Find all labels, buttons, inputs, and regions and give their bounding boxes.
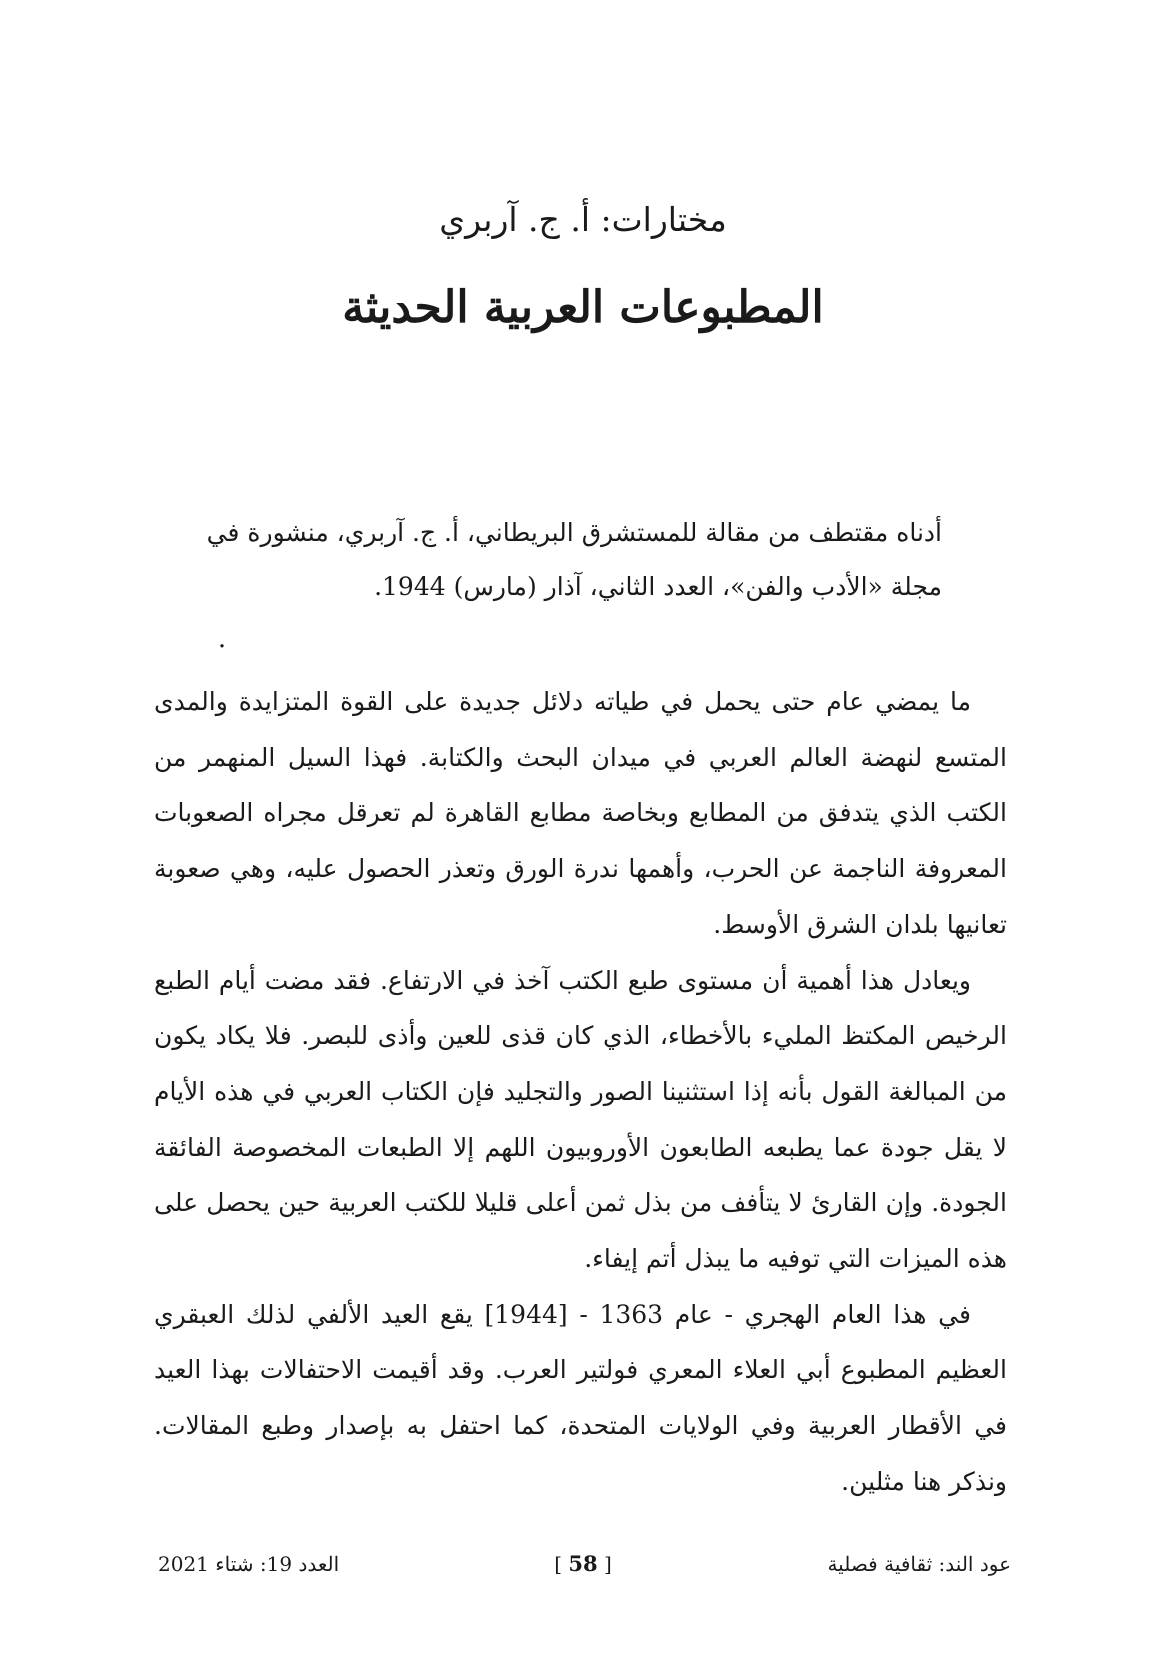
body-paragraph-2: ويعادل هذا أهمية أن مستوى طبع الكتب آخذ في الارتفاع. فقد مضت أيام الطبع الرخيص المكتظ المليء بالأخطاء، الذي كان قذى للعين وأذى للبصر. فلا يكاد يكون من المبالغة القول بأنه إذا استثنينا الصور والتجليد فإن الكتاب العربي في هذه الأيام لا يقل جودة عما يطبعه الطابعون الأوروبيون اللهم إلا الطبعات المخصوصة الفائقة الجودة. وإن القارئ لا يتأفف من بذل ثمن أعلى قليلا للكتب العربية حين يحصل على هذه الميزات التي توفيه ما يبذل أتم إيفاء. [154, 965, 1007, 1274]
intro-note [200, 506, 942, 614]
page-footer [0, 1544, 1166, 1584]
page-number: 58 [568, 1551, 598, 1576]
page-bracket-close: ] [603, 1552, 612, 1576]
body-paragraph-1: ما يمضي عام حتى يحمل في طياته دلائل جديدة على القوة المتزايدة والمدى المتسع لنهضة العالم العربي في ميدان البحث والكتابة. فهذا السيل المنهمر من الكتب الذي يتدفق من المطابع وبخاصة مطابع القاهرة لم تعرقل مجراه الصعوبات المعروفة الناجمة عن الحرب، وأهمها ندرة الورق وتعذر الحصول عليه، وهي صعوبة تعانيها بلدان الشرق الأوسط. [154, 687, 1007, 939]
footer-journal-name: عود الند: ثقافية فصلية [827, 1552, 1011, 1576]
page-bracket-open: [ [554, 1552, 563, 1576]
separator-dot: . [217, 624, 227, 654]
article-body [154, 674, 1007, 1510]
article-subtitle: مختارات: أ. ج. آربري [439, 200, 727, 239]
article-title: المطبوعات العربية الحديثة [342, 282, 824, 333]
intro-text: أدناه مقتطف من مقالة للمستشرق البريطاني، أ. ج. آربري، منشورة في مجلة «الأدب والفن»، العدد الثاني، آذار (مارس) 1944. [206, 518, 942, 601]
footer-page-number [533, 1544, 633, 1584]
body-paragraph-3: في هذا العام الهجري - عام 1363 - [1944] يقع العيد الألفي لذلك العبقري العظيم المطبوع أبي العلاء المعري فولتير العرب. وقد أقيمت الاحتفالات بهذا العيد في الأقطار العربية وفي الولايات المتحدة، كما احتفل به بإصدار وطبع المقالات. ونذكر هنا مثلين. [154, 1299, 1007, 1496]
footer-issue: العدد 19: شتاء 2021 [158, 1552, 340, 1576]
